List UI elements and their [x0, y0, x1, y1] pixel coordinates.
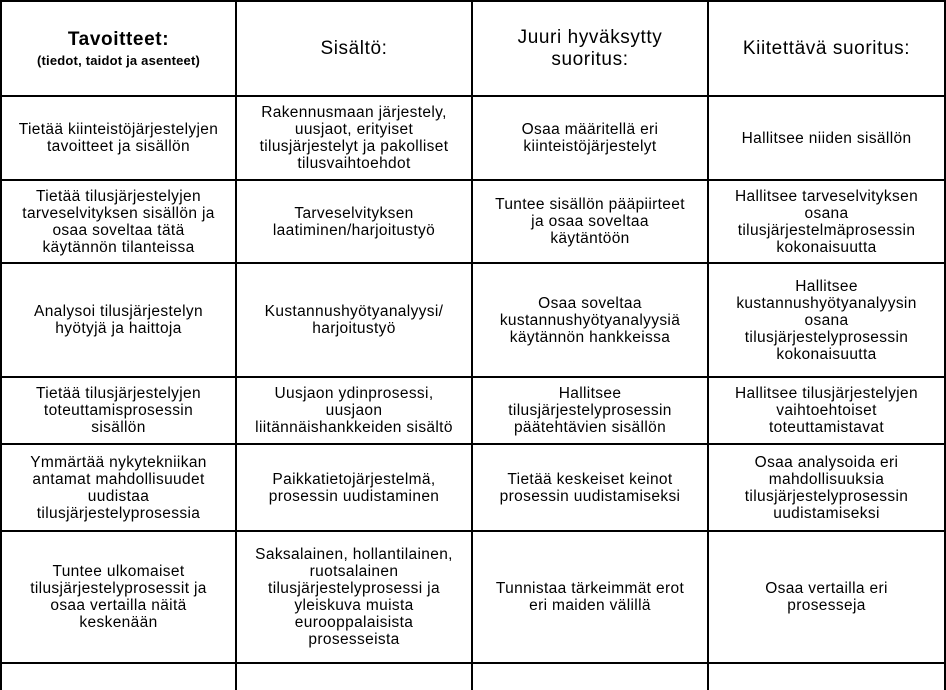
table-cell: Hallitsee niiden sisällön [709, 97, 946, 181]
empty-cell [0, 664, 237, 690]
table-cell: Tunnistaa tärkeimmät erot eri maiden välillä [473, 532, 709, 664]
header-content [237, 0, 473, 97]
header-passed [473, 0, 709, 97]
table-cell: Kustannushyötyanalyysi/ harjoitustyö [237, 264, 473, 378]
table-cell: Analysoi tilusjärjestelyn hyötyjä ja haittoja [0, 264, 237, 378]
table-cell: Tuntee sisällön pääpiirteet ja osaa soveltaa käytäntöön [473, 181, 709, 264]
empty-cell [237, 664, 473, 690]
table-cell: Hallitsee kustannushyötyanalyysin osana tilusjärjestelyprosessin kokonaisuutta [709, 264, 946, 378]
table-cell: Hallitsee tarveselvityksen osana tilusjärjestelmäprosessin kokonaisuutta [709, 181, 946, 264]
table-cell: Rakennusmaan järjestely, uusjaot, erityiset tilusjärjestelyt ja pakolliset tilusvaihtoehdot [237, 97, 473, 181]
table-cell: Tietää keskeiset keinot prosessin uudistamiseksi [473, 445, 709, 532]
header-goals-subtitle: (tiedot, taidot ja asenteet) [36, 53, 201, 68]
table-cell: Osaa analysoida eri mahdollisuuksia tilusjärjestelyprosessin uudistamiseksi [709, 445, 946, 532]
header-passed-title: Juuri hyväksytty suoritus: [517, 26, 663, 70]
header-excellent [709, 0, 946, 97]
table-cell: Ymmärtää nykytekniikan antamat mahdollisuudet uudistaa tilusjärjestelyprosessia [0, 445, 237, 532]
table-cell: Saksalainen, hollantilainen, ruotsalainen tilusjärjestelyprosessi ja yleiskuva muista eurooppalaisista prosesseista [237, 532, 473, 664]
table-cell: Osaa vertailla eri prosesseja [709, 532, 946, 664]
header-excellent-title: Kiitettävä suoritus: [742, 37, 911, 59]
table-cell: Tietää tilusjärjestelyjen toteuttamisprosessin sisällön [0, 378, 237, 445]
table-cell: Osaa soveltaa kustannushyötyanalyysiä käytännön hankkeissa [473, 264, 709, 378]
header-content-title: Sisältö: [320, 37, 388, 59]
empty-cell [473, 664, 709, 690]
table-cell: Tietää tilusjärjestelyjen tarveselvityksen sisällön ja osaa soveltaa tätä käytännön tilanteissa [0, 181, 237, 264]
table-cell: Tietää kiinteistöjärjestelyjen tavoitteet ja sisällön [0, 97, 237, 181]
header-goals [0, 0, 237, 97]
table-cell: Hallitsee tilusjärjestelyjen vaihtoehtoiset toteuttamistavat [709, 378, 946, 445]
table-cell: Paikkatietojärjestelmä, prosessin uudistaminen [237, 445, 473, 532]
table-cell: Osaa määritellä eri kiinteistöjärjestelyt [473, 97, 709, 181]
header-goals-title: Tavoitteet: [67, 29, 170, 50]
table-cell: Uusjaon ydinprosessi, uusjaon liitännäishankkeiden sisältö [237, 378, 473, 445]
table-cell: Tuntee ulkomaiset tilusjärjestelyprosessit ja osaa vertailla näitä keskenään [0, 532, 237, 664]
table-cell: Tarveselvityksen laatiminen/harjoitustyö [237, 181, 473, 264]
empty-cell [709, 664, 946, 690]
table-cell: Hallitsee tilusjärjestelyprosessin päätehtävien sisällön [473, 378, 709, 445]
